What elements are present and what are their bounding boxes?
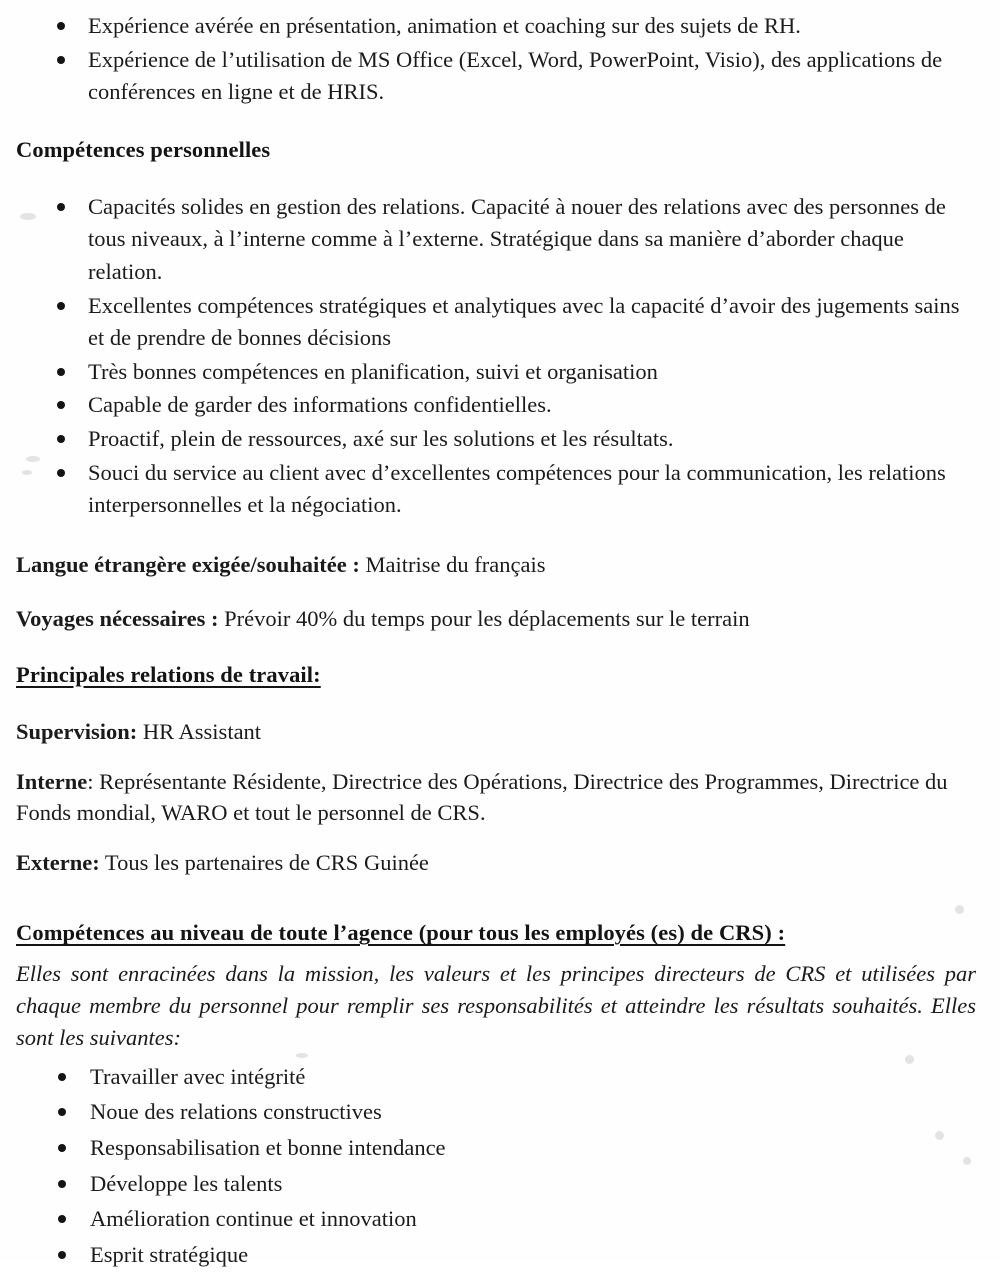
supervision-value: HR Assistant [137,718,262,744]
list-item: Responsabilisation et bonne intendance [16,1132,976,1165]
document-body [16,0,976,1274]
list-item: Esprit stratégique [16,1239,976,1272]
list-item: Expérience avérée en présentation, animation et coaching sur des sujets de RH. [16,10,976,43]
personal-skills-bullet-list [16,191,976,522]
internal-relations-line [16,766,976,830]
section-heading-working-relationships: Principales relations de travail: [16,661,321,687]
language-requirement-label: Langue étrangère exigée/souhaitée : [16,551,360,577]
list-item: Très bonnes compétences en planification, suivi et organisation [16,356,976,389]
language-requirement-line [16,549,976,581]
list-item: Capable de garder des informations confidentielles. [16,389,976,422]
travel-requirement-line [16,603,976,635]
section-heading-agency-competencies: Compétences au niveau de toute l’agence (pour tous les employés (es) de CRS) : [16,920,786,946]
supervision-line [16,716,976,748]
top-bullet-list [16,10,976,109]
list-item: Développe les talents [16,1168,976,1201]
list-item: Souci du service au client avec d’excellentes compétences pour la communication, les relations interpersonnelles et la négociation. [16,457,976,522]
language-requirement-value: Maitrise du français [359,551,546,577]
list-item: Noue des relations constructives [16,1096,976,1129]
supervision-label: Supervision: [16,718,138,744]
external-relations-line [16,847,976,879]
agency-competencies-intro: Elles sont enracinées dans la mission, les valeurs et les principes directeurs de CRS et utilisées par chaque membre du personnel pour remplir ses responsabilités et atteindre les résultats souhaités. Elles sont les suivantes: [16,961,976,1051]
internal-relations-label: Interne [16,768,88,794]
list-item: Proactif, plein de ressources, axé sur les solutions et les résultats. [16,423,976,456]
list-item: Travailler avec intégrité [16,1061,976,1094]
list-item: Capacités solides en gestion des relations. Capacité à nouer des relations avec des personnes de tous niveaux, à l’interne comme à l’externe. Stratégique dans sa manière d’aborder chaque relation. [16,191,976,289]
list-item: Amélioration continue et innovation [16,1203,976,1236]
external-relations-value: Tous les partenaires de CRS Guinée [99,850,429,876]
internal-relations-separator: : [87,768,100,794]
list-item: Expérience de l’utilisation de MS Office (Excel, Word, PowerPoint, Visio), des applications de conférences en ligne et de HRIS. [16,44,976,109]
list-item: Excellentes compétences stratégiques et analytiques avec la capacité d’avoir des jugements sains et de prendre de bonnes décisions [16,290,976,355]
section-heading-personal-skills: Compétences personnelles [16,136,271,162]
external-relations-label: Externe: [16,850,100,876]
travel-requirement-label: Voyages nécessaires : [16,605,219,631]
agency-competencies-bullet-list [16,1061,976,1272]
travel-requirement-value: Prévoir 40% du temps pour les déplacements sur le terrain [218,605,750,631]
internal-relations-value: Représentante Résidente, Directrice des Opérations, Directrice des Programmes, Directrice du Fonds mondial, WARO et tout le personnel de CRS. [16,768,948,826]
